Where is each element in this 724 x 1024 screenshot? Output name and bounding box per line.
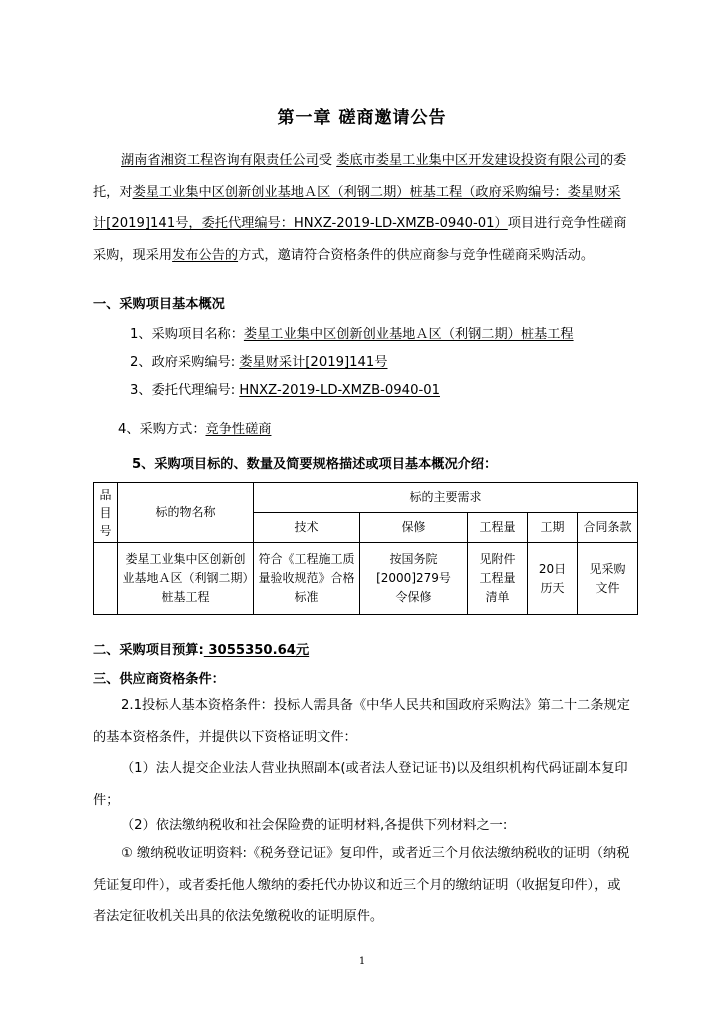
agency-name: 湖南省湘资工程咨询有限责任公司 (121, 153, 319, 168)
chapter-title: 第一章 磋商邀请公告 (277, 108, 447, 128)
cell-period: 20日历天 (528, 543, 578, 615)
budget-heading: 二、采购项目预算: (93, 643, 204, 658)
cell-warranty: 按国务院[2000]279号令保修 (360, 543, 468, 615)
item-label: 2、政府采购编号: (130, 355, 240, 370)
header-period: 工期 (528, 513, 578, 543)
item-value: 娄星财采计[2019]141号 (239, 355, 388, 370)
header-warranty: 保修 (360, 513, 468, 543)
item-label: 3、委托代理编号: (130, 383, 240, 398)
section3-heading: 三、供应商资格条件： (93, 672, 225, 687)
intro-text-1: 受 (318, 153, 332, 168)
intro-text-4: 方式，邀请符合资格条件的供应商参与竞争性磋商采购活动。 (238, 247, 595, 263)
cell-terms: 见采购文件 (578, 543, 638, 615)
header-item-number: 品 目 号 (94, 483, 118, 543)
item-procurement-method (118, 420, 271, 440)
page-number: 1 (358, 956, 366, 967)
intro-text-2: 的委托，对 (93, 153, 627, 200)
header-technology: 技术 (254, 513, 360, 543)
budget-line (93, 641, 309, 661)
purchaser-name: 娄底市娄星工业集中区开发建设投资有限公司 (336, 153, 600, 168)
item-label: 1、采购项目名称： (130, 327, 244, 342)
intro-paragraph (93, 145, 633, 271)
tax-social-paragraph: （2）依法缴纳税收和社会保险费的证明材料,各提供下列材料之一: (121, 818, 508, 833)
header-item-name: 标的物名称 (118, 483, 254, 543)
item-agency-number (130, 381, 440, 401)
cell-name: 娄星工业集中区创新创业基地Ａ区（利钢二期）桩基工程 (118, 543, 254, 615)
item-value: 竞争性磋商 (205, 422, 272, 437)
intro-text-3: 项目进行竞争性磋商采购，现采用 (93, 216, 627, 263)
item-procurement-number (130, 353, 388, 373)
header-quantity: 工程量 (468, 513, 528, 543)
basic-qualification-paragraph: 2.1投标人基本资格条件：投标人需具备《中华人民共和国政府采购法》第二十二条规定的基本资格条件，并提供以下资格证明文件： (93, 698, 630, 745)
item-value: 娄星工业集中区创新创业基地Ａ区（利钢二期）桩基工程 (243, 327, 574, 342)
project-reference: 娄星工业集中区创新创业基地Ａ区（利钢二期）桩基工程（政府采购编号：娄星财采计[2019]141号，委托代理编号：HNXZ-2019-LD-XMZB-0940-01） (93, 184, 621, 231)
cell-quantity: 见附件工程量清单 (468, 543, 528, 615)
table-row (94, 543, 638, 615)
header-main-requirements: 标的主要需求 (254, 483, 638, 513)
cell-index (94, 543, 118, 615)
cell-tech: 符合《工程施工质量验收规范》合格标准 (254, 543, 360, 615)
item5-heading: 5、采购项目标的、数量及简要规格描述或项目基本概况介绍： (132, 457, 498, 472)
section1-heading: 一、采购项目基本概况 (93, 297, 225, 312)
item-value: HNXZ-2019-LD-XMZB-0940-01 (239, 383, 440, 398)
license-paragraph: （1）法人提交企业法人营业执照副本(或者法人登记证书)以及组织机构代码证副本复印件； (93, 761, 628, 808)
procurement-method-link: 发布公告的 (172, 247, 239, 263)
requirements-table (93, 482, 638, 615)
item-project-name (130, 325, 574, 345)
tax-proof-paragraph: ① 缴纳税收证明资料:《税务登记证》复印件，或者近三个月依法缴纳税收的证明（纳税凭证复印件），或者委托他人缴纳的委托代办协议和近三个月的缴纳证明（收据复印件），或者法定征收机关出具的依法免缴税收的证明原件。 (93, 846, 630, 924)
budget-amount: 3055350.64元 (203, 643, 310, 658)
item-label: 4、采购方式： (118, 422, 206, 437)
header-terms: 合同条款 (578, 513, 638, 543)
